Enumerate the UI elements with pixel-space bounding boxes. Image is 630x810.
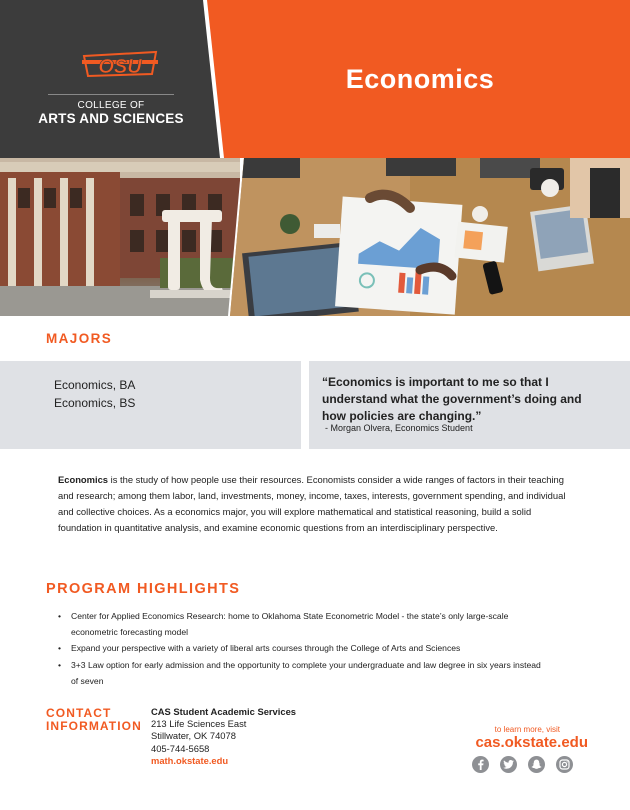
- twitter-icon[interactable]: [500, 756, 517, 773]
- snapchat-icon[interactable]: [528, 756, 545, 773]
- logo-rule: [48, 94, 174, 95]
- page-title: Economics: [345, 64, 495, 94]
- major-item: Economics, BS: [54, 396, 136, 410]
- facebook-icon[interactable]: [472, 756, 489, 773]
- contact-heading: [46, 707, 146, 733]
- contact-heading-line-2: INFORMATION: [46, 719, 142, 733]
- contact-address-1: 213 Life Sciences East: [151, 718, 247, 730]
- learn-more-text: to learn more, visit: [494, 725, 560, 734]
- contact-heading-line-1: CONTACT: [46, 706, 112, 720]
- program-description: [58, 472, 568, 536]
- highlights-heading: PROGRAM HIGHLIGHTS: [46, 581, 241, 597]
- description-body: is the study of how people use their resources. Economists consider a wide ranges of factors in their teaching and research; among them labor, land, investments, money, income, taxes, interests, government spending, and individual and collective choices. As a economics major, you will explore mathematical and statistical reasoning, build a solid foundation in quantitative analysis, and examine economic questions from an interdisciplinary perspective.: [58, 474, 566, 533]
- contact-details: [151, 706, 296, 767]
- osu-logo-icon[interactable]: [80, 46, 160, 80]
- quote-attribution: - Morgan Olvera, Economics Student: [325, 423, 473, 433]
- major-item: Economics, BA: [54, 378, 136, 392]
- college-line-2: ARTS AND SCIENCES: [38, 111, 184, 126]
- site-link[interactable]: cas.okstate.edu: [475, 734, 588, 751]
- majors-box: [0, 361, 301, 449]
- contact-web-link[interactable]: math.okstate.edu: [151, 754, 229, 766]
- campus-pi-sculpture-photo: [0, 158, 240, 316]
- contact-office: CAS Student Academic Services: [151, 706, 297, 717]
- description-lead: Economics: [58, 474, 109, 485]
- majors-heading: MAJORS: [46, 331, 113, 346]
- page-header: [0, 0, 630, 158]
- svg-text:OSU: OSU: [98, 56, 142, 78]
- instagram-icon[interactable]: [556, 756, 573, 773]
- college-line-1: COLLEGE OF: [77, 100, 145, 111]
- contact-address-2: Stillwater, OK 74078: [151, 730, 236, 742]
- highlights-list: [58, 608, 548, 689]
- student-quote: “Economics is important to me so that I understand what the government’s doing and how policies are changing.”: [322, 375, 582, 423]
- contact-phone[interactable]: 405-744-5658: [151, 742, 210, 754]
- list-item: • Expand your perspective with a variety of liberal arts courses through the College of Arts and Sciences: [58, 640, 548, 656]
- list-item: • Center for Applied Economics Research: home to Oklahoma State Econometric Model - the state’s only large-scale econometric forecasting model: [58, 608, 548, 640]
- desk-charts-laptops-photo: [230, 158, 630, 316]
- list-item: • 3+3 Law option for early admission and the opportunity to complete your undergraduate and law degree in six years instead of seven: [58, 657, 548, 689]
